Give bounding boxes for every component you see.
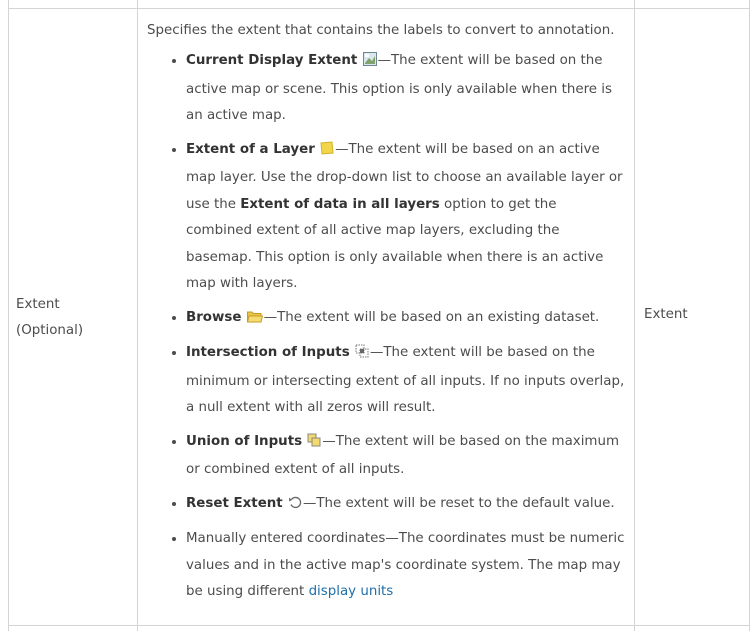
list-item — [186, 137, 626, 298]
option-title: Reset Extent — [186, 495, 283, 511]
union-icon — [307, 431, 321, 458]
param-name-cell — [8, 0, 137, 625]
param-type-cell — [635, 0, 749, 625]
option-text: —The extent will be based on an active map layer. Use the drop-down list to choose an available layer or use the — [186, 141, 623, 212]
param-data-type: Extent — [644, 307, 688, 322]
option-title: Browse — [186, 309, 242, 325]
list-item — [186, 48, 626, 130]
option-text: —The extent will be based on the minimum or intersecting extent of all inputs. If no inputs overlap, a null extent with all zeros will result. — [186, 345, 625, 415]
option-title: Extent of a Layer — [186, 141, 315, 157]
param-optional-label: (Optional) — [16, 323, 84, 338]
option-text: —The extent will be reset to the default value. — [302, 495, 615, 511]
list-item — [186, 340, 626, 422]
list-item — [186, 429, 626, 484]
list-item — [186, 526, 626, 606]
layer-icon — [320, 139, 334, 166]
manual-coordinates-text: Manually entered coordinates—The coordinates must be numeric values and in the active map's coordinate system. The map may be using different — [186, 531, 625, 599]
option-text-continued: option to get the combined extent of all active map layers, excluding the basemap. This option is only available when there is an active map with layers. — [186, 196, 604, 291]
folder-icon — [247, 307, 263, 334]
option-list — [164, 48, 626, 613]
param-name — [16, 292, 136, 344]
option-title: Intersection of Inputs — [186, 345, 350, 360]
table-border-bottom — [8, 625, 749, 626]
intersect-icon — [355, 342, 369, 369]
option-inline-bold: Extent of data in all layers — [240, 196, 440, 212]
list-item — [186, 491, 626, 520]
reset-icon — [288, 493, 302, 520]
table-border-right — [749, 0, 750, 631]
option-text: —The extent will be based on the active map or scene. This option is only available when there is an active map. — [186, 53, 612, 123]
option-title: Current Display Extent — [186, 53, 358, 68]
display-units-link[interactable]: display units — [308, 584, 394, 599]
option-text: —The extent will be based on the maximum or combined extent of all inputs. — [186, 433, 619, 477]
option-title: Union of Inputs — [186, 433, 303, 449]
param-description-cell — [138, 0, 634, 625]
option-text: —The extent will be based on an existing dataset. — [263, 309, 600, 325]
description-intro: Specifies the extent that contains the labels to convert to annotation. — [147, 23, 615, 38]
param-name-label: Extent — [16, 297, 60, 312]
list-item — [186, 305, 626, 334]
map-extent-icon — [363, 50, 377, 77]
